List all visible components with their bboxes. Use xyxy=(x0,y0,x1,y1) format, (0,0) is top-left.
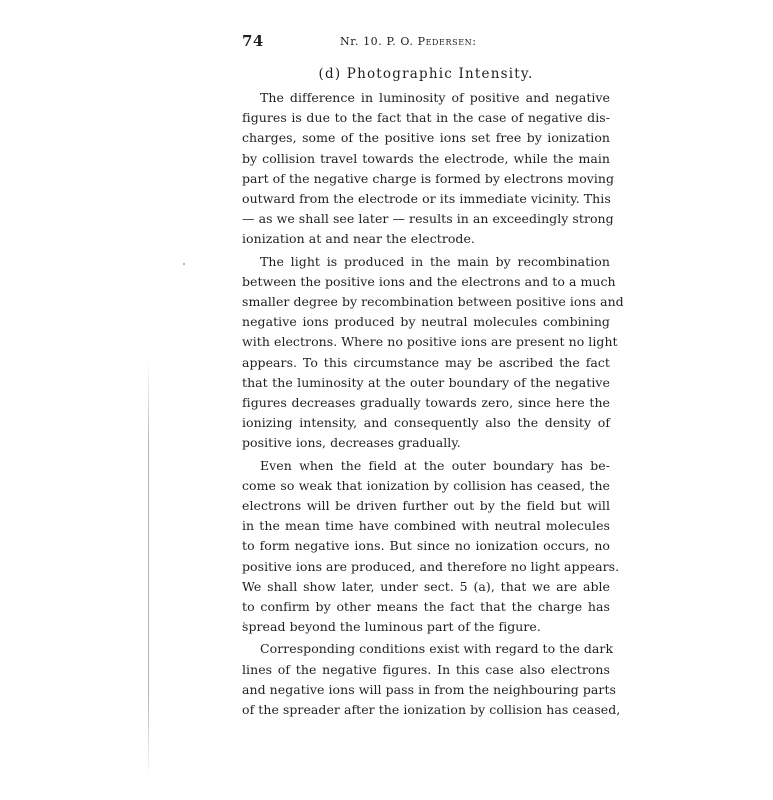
text-line: Corresponding conditions exist with regard to the dark xyxy=(260,641,614,657)
text-line: with electrons. Where no positive ions are present no light xyxy=(242,334,618,350)
text-line: electrons will be driven further out by the field but will xyxy=(242,498,610,514)
text-line: The light is produced in the main by recombination xyxy=(260,253,610,269)
text-line: come so weak that ionization by collision has ceased, the xyxy=(242,477,610,493)
text-line: smaller degree by recombination between positive ions and xyxy=(242,294,624,310)
paragraph xyxy=(242,88,615,250)
text-line: figures is due to the fact that in the case of negative dis- xyxy=(242,110,610,126)
running-head-author: Pedersen: xyxy=(417,35,477,48)
text-line: figures decreases gradually towards zero, since here the xyxy=(242,395,610,411)
text-line: of the spreader after the ionization by collision has ceased, xyxy=(242,702,621,718)
paragraph xyxy=(242,639,621,720)
text-line: by collision travel towards the electrode, while the main xyxy=(242,150,610,166)
text-line: appears. To this circumstance may be ascribed the fact xyxy=(242,354,610,370)
text-line: ionization at and near the electrode. xyxy=(242,231,475,247)
text-line: and negative ions will pass in from the neighbouring parts xyxy=(242,681,616,697)
paragraph xyxy=(242,456,620,638)
page-header xyxy=(242,32,612,54)
binding-shadow xyxy=(148,360,149,780)
text-line: outward from the electrode or its immediate vicinity. This xyxy=(242,191,611,207)
text-line: between the positive ions and the electrons and to a much xyxy=(242,273,616,289)
text-line: to form negative ions. But since no ionization occurs, no xyxy=(242,538,610,554)
scan-speck xyxy=(183,263,185,265)
text-line: lines of the negative figures. In this case also electrons xyxy=(242,661,610,677)
text-line: in the mean time have combined with neutral molecules xyxy=(242,518,610,534)
running-head xyxy=(340,35,477,48)
text-line: ionizing intensity, and consequently also the density of xyxy=(242,415,610,431)
text-line: We shall show later, under sect. 5 (a), that we are able xyxy=(242,578,610,594)
running-head-prefix: Nr. 10. P. O. xyxy=(340,35,418,48)
text-line: that the luminosity at the outer boundary of the negative xyxy=(242,374,610,390)
text-line: to confirm by other means the fact that the charge has xyxy=(242,599,610,615)
text-line: Even when the field at the outer boundary has be- xyxy=(260,457,610,473)
section-title: (d) Photographic Intensity. xyxy=(318,66,534,82)
text-line: negative ions produced by neutral molecules combining xyxy=(242,314,610,330)
text-line: spread beyond the luminous part of the figure. xyxy=(242,619,541,635)
text-line: The difference in luminosity of positive and negative xyxy=(260,90,610,105)
page-number: 74 xyxy=(242,32,264,50)
text-line: part of the negative charge is formed by electrons moving xyxy=(242,170,615,186)
paragraph xyxy=(242,252,624,454)
text-line: positive ions are produced, and therefore no light appears. xyxy=(242,558,620,574)
text-line: charges, some of the positive ions set free by ionization xyxy=(242,130,610,146)
text-line: — as we shall see later — results in an exceedingly strong xyxy=(242,211,614,227)
text-line: positive ions, decreases gradually. xyxy=(242,435,461,451)
body-text xyxy=(242,88,624,722)
